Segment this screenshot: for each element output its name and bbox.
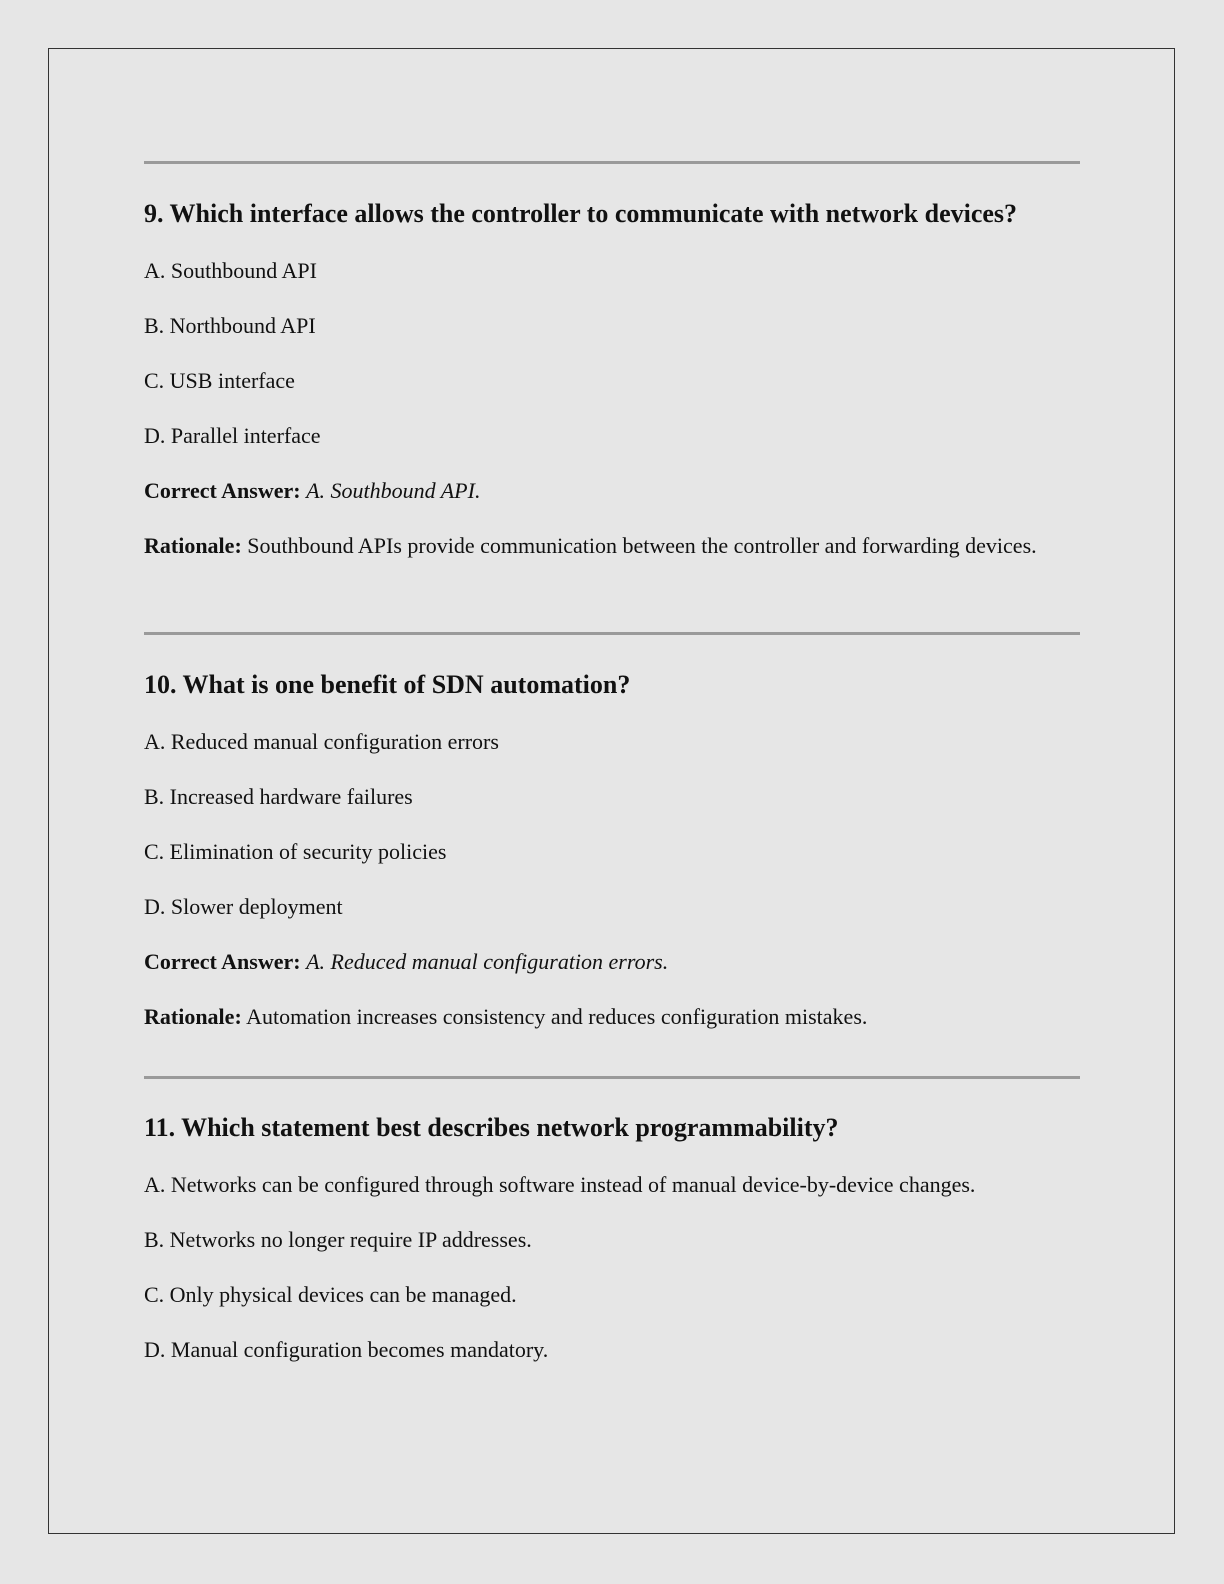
correct-answer-value: A. Southbound API. [306, 478, 481, 503]
rationale-text: Southbound APIs provide communication between the controller and forwarding devices. [247, 533, 1037, 558]
question-title: 11. Which statement best describes network programmability? [144, 1113, 839, 1142]
answer-option: A. Networks can be configured through software instead of manual device-by-device changes. [144, 1172, 976, 1197]
answer-option: D. Parallel interface [144, 423, 321, 448]
answer-option: C. Only physical devices can be managed. [144, 1282, 517, 1307]
section-divider [144, 632, 1080, 635]
correct-answer-label: Correct Answer: [144, 478, 301, 503]
answer-option: C. Elimination of security policies [144, 839, 447, 864]
correct-answer-label: Correct Answer: [144, 949, 301, 974]
question-title: 10. What is one benefit of SDN automation? [144, 670, 631, 699]
rationale [144, 532, 1044, 560]
answer-option: D. Slower deployment [144, 894, 343, 919]
answer-option: C. USB interface [144, 368, 295, 393]
answer-option: D. Manual configuration becomes mandatory. [144, 1337, 549, 1362]
correct-answer [144, 948, 1044, 976]
rationale-label: Rationale: [144, 533, 242, 558]
rationale-text: Automation increases consistency and reduces configuration mistakes. [246, 1004, 868, 1029]
question-title: 9. Which interface allows the controller to communicate with network devices? [144, 199, 1018, 228]
answer-option: B. Increased hardware failures [144, 784, 413, 809]
correct-answer-value: A. Reduced manual configuration errors. [306, 949, 669, 974]
section-divider [144, 1076, 1080, 1079]
rationale [144, 1003, 1044, 1031]
answer-option: A. Southbound API [144, 258, 317, 283]
answer-option: B. Networks no longer require IP addresses. [144, 1227, 532, 1252]
correct-answer [144, 477, 1044, 505]
rationale-label: Rationale: [144, 1004, 242, 1029]
section-divider [144, 161, 1080, 164]
answer-option: A. Reduced manual configuration errors [144, 729, 499, 754]
answer-option: B. Northbound API [144, 313, 316, 338]
